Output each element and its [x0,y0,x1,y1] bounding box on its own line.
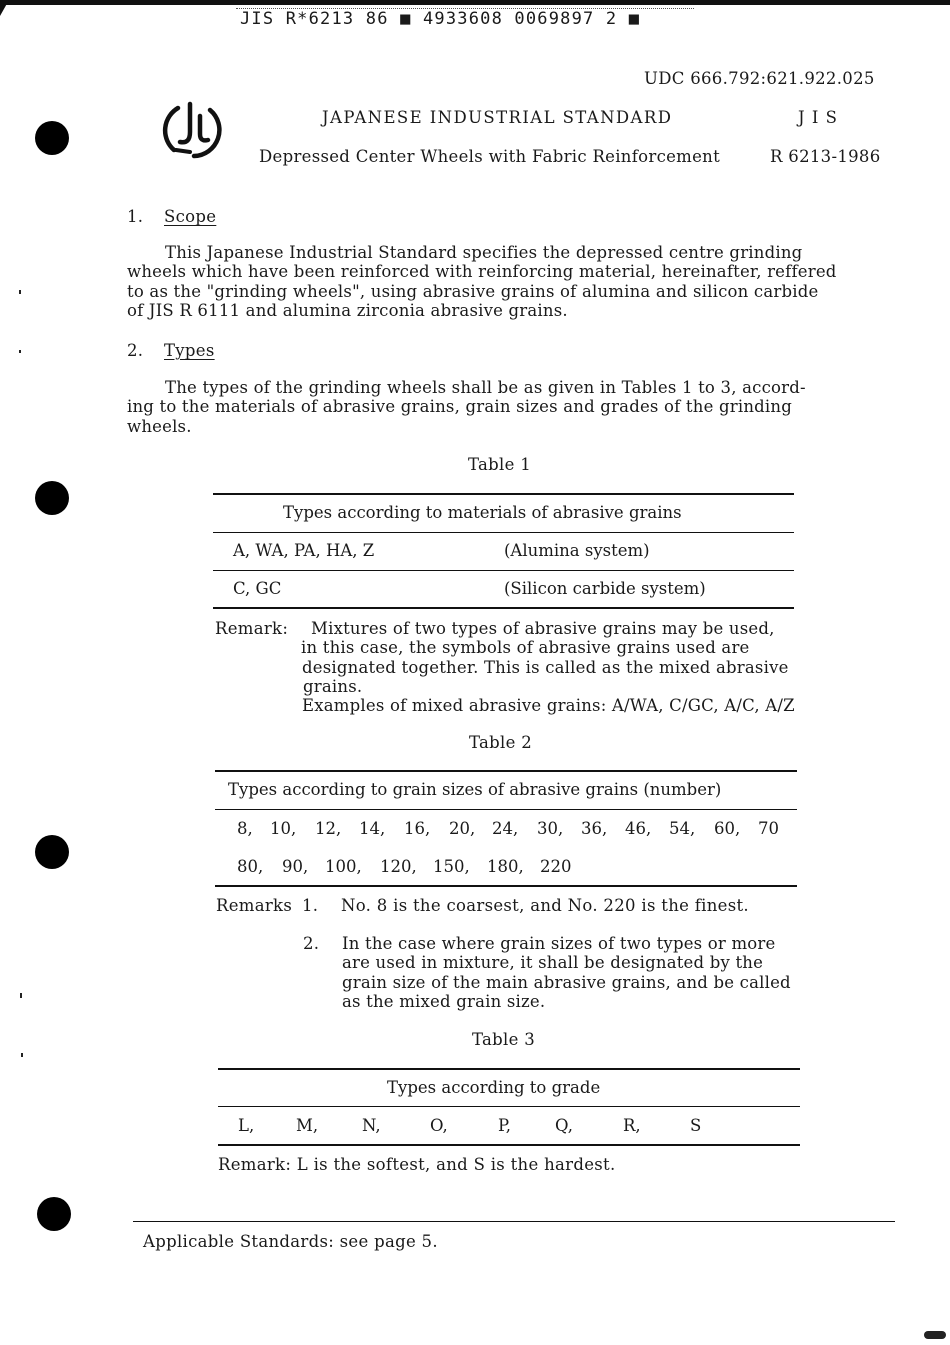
grain-size: 150, [433,857,470,876]
standard-number: R 6213-1986 [770,147,881,166]
corner-mark [0,0,9,16]
grade: M, [296,1116,319,1135]
speck [21,1053,23,1057]
grade: S [690,1116,702,1135]
applicable-standards: Applicable Standards: see page 5. [143,1232,438,1251]
grade: P, [498,1116,512,1135]
speck [19,350,21,353]
speck [19,290,21,294]
punch-hole [35,835,69,869]
grade: Q, [555,1116,573,1135]
grain-size: 8, [237,819,253,838]
grain-size: 14, [359,819,386,838]
speck [924,1331,946,1339]
section-number: 1. [127,207,144,226]
grade: L, [238,1116,255,1135]
table3-rule [218,1106,800,1107]
punch-hole [37,1197,71,1231]
punch-hole [35,121,69,155]
grain-size: 24, [492,819,519,838]
paragraph-line: to as the "grinding wheels", using abrasive grains of alumina and silicon carbide [127,281,819,301]
paragraph-line: ing to the materials of abrasive grains, grain sizes and grades of the grinding [127,397,792,417]
top-edge [0,0,950,5]
grain-size: 10, [270,819,297,838]
grain-size: 80, [237,857,264,876]
paragraph-line: wheels. [127,416,192,436]
table1-system: (Alumina system) [504,541,650,560]
remark-line: Examples of mixed abrasive grains: A/WA, C/GC, A/C, A/Z [302,696,795,716]
table1-header: Types according to materials of abrasive grains [283,503,682,522]
grain-size: 54, [669,819,696,838]
types-paragraph [127,378,806,436]
grain-size: 16, [404,819,431,838]
table1-remark-label: Remark: [215,619,289,638]
table3-bottom-rule [218,1144,800,1146]
table3-caption: Table 3 [472,1030,536,1049]
table1-symbols: A, WA, PA, HA, Z [233,541,375,560]
document-title: Depressed Center Wheels with Fabric Reinforcement [259,147,721,166]
remark-number: 1. [302,896,319,915]
grain-size: 220 [540,857,572,876]
standard-org: JAPANESE INDUSTRIAL STANDARD [322,108,673,127]
footer-rule [133,1221,895,1222]
paragraph-line: of JIS R 6111 and alumina zirconia abrasive grains. [127,300,568,320]
grain-size: 180, [487,857,524,876]
grain-size: 100, [325,857,362,876]
table1-symbols: C, GC [233,579,282,598]
grain-size: 70 [758,819,779,838]
jis-mark: J I S [798,108,838,127]
remark-line: are used in mixture, it shall be designated by the [342,953,764,973]
paragraph-line: The types of the grinding wheels shall be as given in Tables 1 to 3, accord- [165,378,806,397]
table1-remark [301,619,795,715]
remark-line: designated together. This is called as the mixed abrasive [302,657,789,677]
table2-remark2 [342,934,791,1011]
grain-size: 90, [282,857,309,876]
grain-size: 20, [449,819,476,838]
punch-hole [35,481,69,515]
remark-line: grains. [303,676,363,696]
remark-line: as the mixed grain size. [342,991,546,1011]
table1-bottom-rule [213,607,794,609]
jis-logo-icon [160,100,226,160]
section-heading-types: Types [164,341,215,360]
paragraph-line: This Japanese Industrial Standard specifies the depressed centre grinding [165,243,803,262]
remark-line: Mixtures of two types of abrasive grains may be used, [311,619,775,638]
speck [20,993,22,998]
table2-top-rule [215,770,797,772]
grain-size: 30, [537,819,564,838]
table3-header: Types according to grade [387,1078,601,1097]
table1-system: (Silicon carbide system) [504,579,706,598]
table2-rule [215,809,797,810]
table3-top-rule [218,1068,800,1070]
table2-remark1: No. 8 is the coarsest, and No. 220 is the finest. [341,896,749,915]
grain-size: 12, [315,819,342,838]
table2-caption: Table 2 [469,733,533,752]
table3-remark: Remark: L is the softest, and S is the hardest. [218,1155,616,1174]
remark-line: In the case where grain sizes of two types or more [342,934,776,953]
udc-code: UDC 666.792:621.922.025 [644,69,875,88]
table2-remarks-label: Remarks [216,896,293,915]
grain-size: 60, [714,819,741,838]
grade: R, [623,1116,641,1135]
paragraph-line: wheels which have been reinforced with reinforcing material, hereinafter, reffered [127,262,837,282]
header-strip-rule [236,8,694,9]
section-number: 2. [127,341,144,360]
table2-header: Types according to grain sizes of abrasive grains (number) [228,780,722,799]
grade: O, [430,1116,448,1135]
section-heading-scope: Scope [164,207,217,226]
remark-line: in this case, the symbols of abrasive grains used are [301,638,750,658]
remark-line: grain size of the main abrasive grains, and be called [342,972,791,992]
table1-rule [213,532,794,533]
header-strip: JIS R*6213 86 ■ 4933608 0069897 2 ■ [240,9,641,29]
grade: N, [362,1116,381,1135]
scope-paragraph [127,243,837,320]
grain-size: 46, [625,819,652,838]
table2-bottom-rule [215,885,797,887]
table1-rule [213,570,794,571]
remark-number: 2. [303,934,320,953]
grain-size: 120, [380,857,417,876]
table1-caption: Table 1 [468,455,532,474]
grain-size: 36, [581,819,608,838]
table1-top-rule [213,493,794,495]
